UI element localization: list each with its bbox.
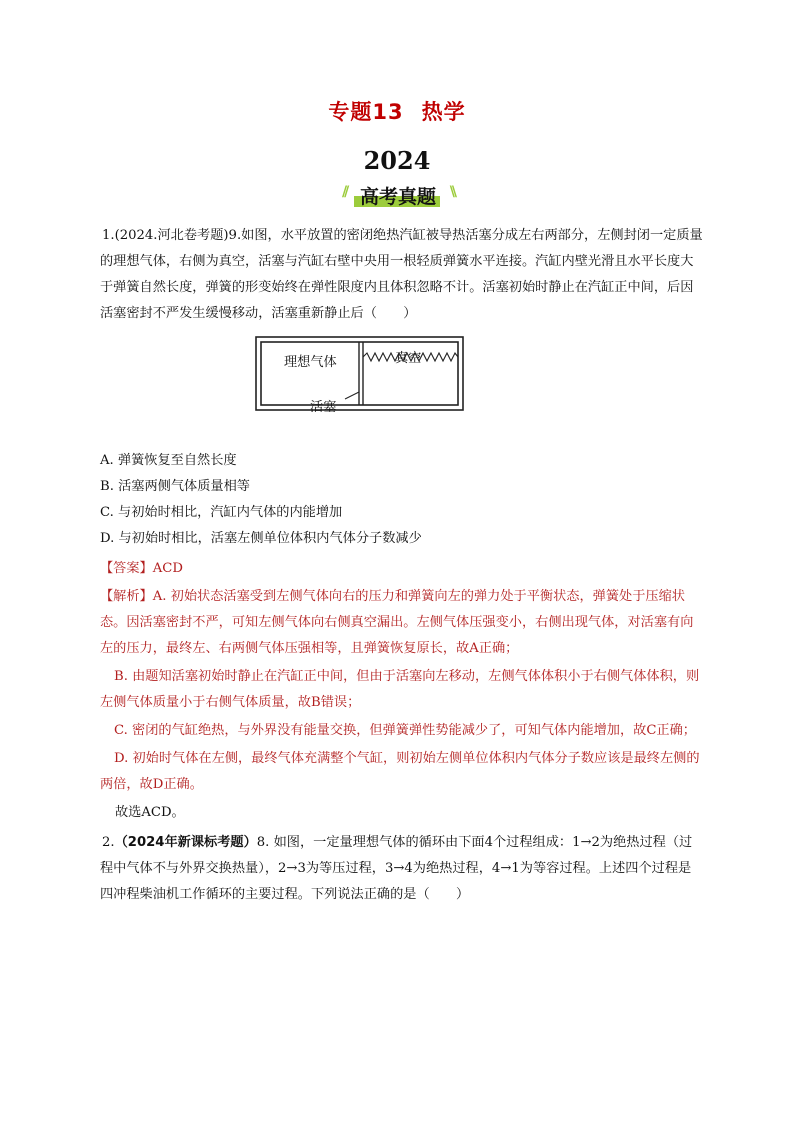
answer-line — [100, 556, 183, 582]
answer-value: ACD — [152, 561, 183, 576]
page-title — [0, 96, 794, 126]
title-subject: 热学 — [421, 100, 466, 124]
analysis-a — [100, 584, 704, 662]
left-gas-label: 理想气体 — [284, 355, 337, 370]
question-1-stem: 1.(2024.河北卷考题)9.如图，水平放置的密闭绝热汽缸被导热活塞分成左右两部分，左侧封闭一定质量的理想气体，右侧为真空，活塞与汽缸右壁中央用一根轻质弹簧水平连接。汽缸内壁光滑且水平长度大于弹簧自然长度，弹簧的形变始终在弹性限度内且体积忽略不计。活塞初始时静止在汽缸正中间，后因活塞密封不严发生缓慢移动，活塞重新静止后（ ） — [100, 228, 703, 321]
analysis-b: B. 由题知活塞初始时静止在汽缸正中间，但由于活塞向左移动，左侧气体体积小于右侧气体体积，则左侧气体质量小于右侧气体质量，故B错误； — [100, 669, 700, 710]
choice-a: A. 弹簧恢复至自然长度 — [100, 453, 237, 468]
question-2-number: 2. — [102, 835, 115, 850]
banner-right-slashes-icon: \\ — [449, 184, 454, 200]
title-topic-number: 专题13 — [328, 100, 404, 124]
choice-c: C. 与初始时相比，汽缸内气体的内能增加 — [100, 505, 343, 520]
analysis-c: C. 密闭的气缸绝热，与外界没有能量交换，但弹簧弹性势能减少了，可知气体内能增加，故C正确； — [114, 723, 696, 738]
analysis-d: D. 初始时气体在左侧，最终气体充满整个气缸，则初始左侧单位体积内气体分子数应该是最终左侧的两倍，故D正确。 — [100, 751, 700, 792]
banner-label: 高考真题 — [359, 186, 436, 208]
answer-tag: 【答案】 — [100, 561, 153, 576]
banner-left-slashes-icon: // — [342, 184, 347, 200]
section-banner — [342, 181, 454, 209]
question-2-source: （2024年新课标考题） — [114, 835, 257, 850]
conclusion: 故选ACD。 — [115, 805, 185, 820]
piston-pointer-line — [345, 392, 359, 399]
analysis-a-text: A. 初始状态活塞受到左侧气体向右的压力和弹簧向左的弹力处于平衡状态，弹簧处于压缩状态。因活塞密封不严，可知左侧气体向右侧真空漏出。左侧气体压强变小，右侧出现气体，对活塞有向左的压力，最终左、右两侧气体压强相等，且弹簧恢复原长，故A正确； — [100, 589, 694, 656]
year-heading: 2024 — [363, 146, 431, 175]
right-vacuum-label: 真空 — [395, 351, 422, 366]
cylinder-diagram — [255, 336, 465, 412]
choice-b: B. 活塞两侧气体质量相等 — [100, 479, 250, 494]
question-2-text: 8. 如图，一定量理想气体的循环由下面4个过程组成：1→2为绝热过程（过程中气体不与外界交换热量），2→3为等压过程，3→4为绝热过程，4→1为等容过程。上述四个过程是四冲程柴油机工作循环的主要过程。下列说法正确的是（ ） — [100, 835, 693, 902]
choice-d: D. 与初始时相比，活塞左侧单位体积内气体分子数减少 — [100, 531, 422, 546]
question-2-stem — [100, 830, 704, 908]
piston-label: 活塞 — [310, 400, 337, 412]
analysis-tag: 【解析】 — [100, 589, 153, 604]
